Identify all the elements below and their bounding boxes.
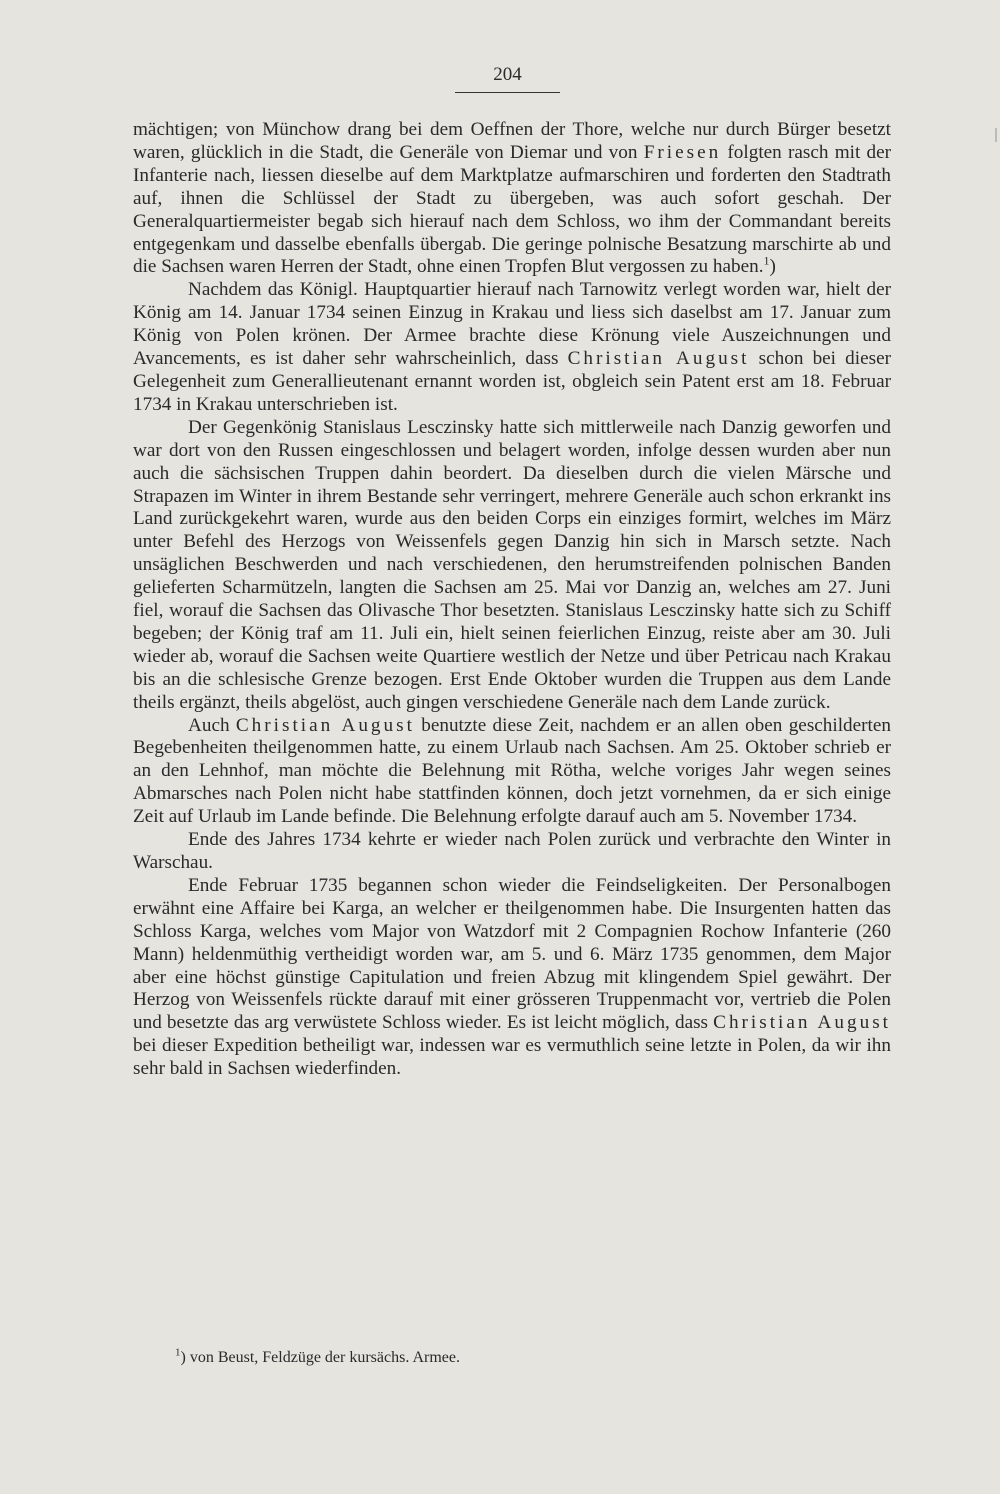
text-span: bei dieser Expedition betheiligt war, indessen war es vermuthlich seine letzte in Polen, da wir ihn sehr bald in Sachsen wiederfinden. [133,1035,891,1080]
paragraph-3: Der Gegenkönig Stanislaus Lesczinsky hatte sich mittlerweile nach Danzig geworfen und war dort von den Russen eingeschlossen und belagert worden, infolge dessen wurden aber nun auch die sächsischen Truppen dahin beordert. Da dieselben durch die vielen Märsche und Strapazen im Winter in ihrem Bestande sehr verringert, mehrere Generäle auch schon erkrankt ins Land zurückgekehrt waren, wurde aus den beiden Corps ein einziges formirt, welches im März unter Befehl des Herzogs von Weissenfels gegen Danzig hin sich in Marsch setzte. Nach unsäglichen Beschwerden und nach verschiedenen, den herumstreifenden polnischen Banden gelieferten Scharmützeln, langten die Sachsen am 25. Mai vor Danzig an, welches am 27. Juni fiel, worauf die Sachsen das Olivasche Thor besetzten. Stanislaus Lesczinsky hatte sich zu Schiff begeben; der König traf am 11. Juli ein, hielt seinen feierlichen Einzug, reiste aber am 30. Juli wieder ab, worauf die Sachsen weite Quartiere westlich der Netze und über Petricau nach Krakau bis an die schlesische Grenze bezogen. Erst Ende Oktober wurden die Truppen aus dem Lande theils ergänzt, theils abgelöst, auch gingen verschiedene Generäle nach dem Lande zurück. [133,416,891,713]
text-span: schon bei dieser Gelegenheit zum Generallieutenant ernannt worden ist, obgleich sein Patent erst am 18. Februar 1734 in Krakau unterschrieben ist. [133,348,891,415]
footnote-reference-close: ) [769,256,776,278]
paragraph-4 [133,715,891,830]
spaced-name-friesen: Friesen [643,141,722,163]
paragraph-1 [133,119,891,279]
spaced-name-christian-august: Christian August [235,714,415,736]
scan-margin-mark [995,128,997,142]
text-span: benutzte diese Zeit, nachdem er an allen oben geschilderten Begebenheiten theilgenommen hatte, zu einem Urlaub nach Sachsen. Am 25. Oktober schrieb er an den Lehnhof, man möchte die Belehnung mit Rötha, welche voriges Jahr wegen seines Abmarsches nach Polen nicht habe stattfinden können, doch jetzt vornehmen, da er sich einige Zeit auf Urlaub im Lande befinde. Die Belehnung erfolgte darauf auch am 5. November 1734. [133,714,891,828]
paragraph-6 [133,875,891,1081]
spaced-name-christian-august: Christian August [713,1012,891,1034]
footnote [175,1348,735,1368]
body-text [133,119,891,1081]
footnote-mark: 1 [175,1346,181,1359]
footnote-reference: 1 [763,254,770,269]
footnote-text: von Beust, Feldzüge der kursächs. Armee. [185,1349,460,1366]
paragraph-2 [133,279,891,416]
footnote-mark-close: ) [180,1349,186,1366]
text-span: Ende Februar 1735 begannen schon wieder die Feindseligkeiten. Der Personalbogen erwähnt eine Affaire bei Karga, an welcher er theilgenommen habe. Die Insurgenten hatten das Schloss Karga, welches vom Major von Watzdorf mit 2 Compagnien Rochow Infanterie (260 Mann) heldenmüthig vertheidigt worden war, am 5. und 6. März 1735 genommen, dem Major aber eine höchst günstige Capitulation und freien Abzug mit klingendem Spiel gewährt. Der Herzog von Weissenfels rückte darauf mit einer grösseren Truppenmacht vor, vertrieb die Polen und besetzte das arg verwüstete Schloss wieder. Es ist leicht möglich, dass [133,874,891,1034]
text-span: folgten rasch mit der Infanterie nach, liessen dieselbe auf dem Marktplatze aufmarschiren und forderten den Stadtrath auf, ihnen die Schlüssel der Stadt zu übergeben, was auch sofort geschah. Der Generalquartiermeister begab sich hierauf nach dem Schloss, wo ihm der Commandant bereits entgegenkam und dasselbe ebenfalls übergab. Die geringe polnische Besatzung marschirte ab und die Sachsen waren Herren der Stadt, ohne einen Tropfen Blut vergossen zu haben. [133,141,891,278]
spaced-name-christian-august: Christian August [567,348,750,370]
page-number: 204 [455,62,560,93]
text-span: Auch [188,714,236,736]
paragraph-5: Ende des Jahres 1734 kehrte er wieder nach Polen zurück und verbrachte den Winter in Warschau. [133,829,891,873]
text-span: mächtigen; von Münchow drang bei dem Oeffnen der Thore, welche nur durch Bürger besetzt waren, glücklich in die Stadt, die Generäle von Diemar und von [133,119,891,163]
text-span: Nachdem das Königl. Hauptquartier hierauf nach Tarnowitz verlegt worden war, hielt der König am 14. Januar 1734 seinen Einzug in Krakau und liess sich daselbst am 17. Januar zum König von Polen krönen. Der Armee brachte diese Krönung viele Auszeichnungen und Avancements, es ist daher sehr wahrscheinlich, dass [133,279,891,370]
